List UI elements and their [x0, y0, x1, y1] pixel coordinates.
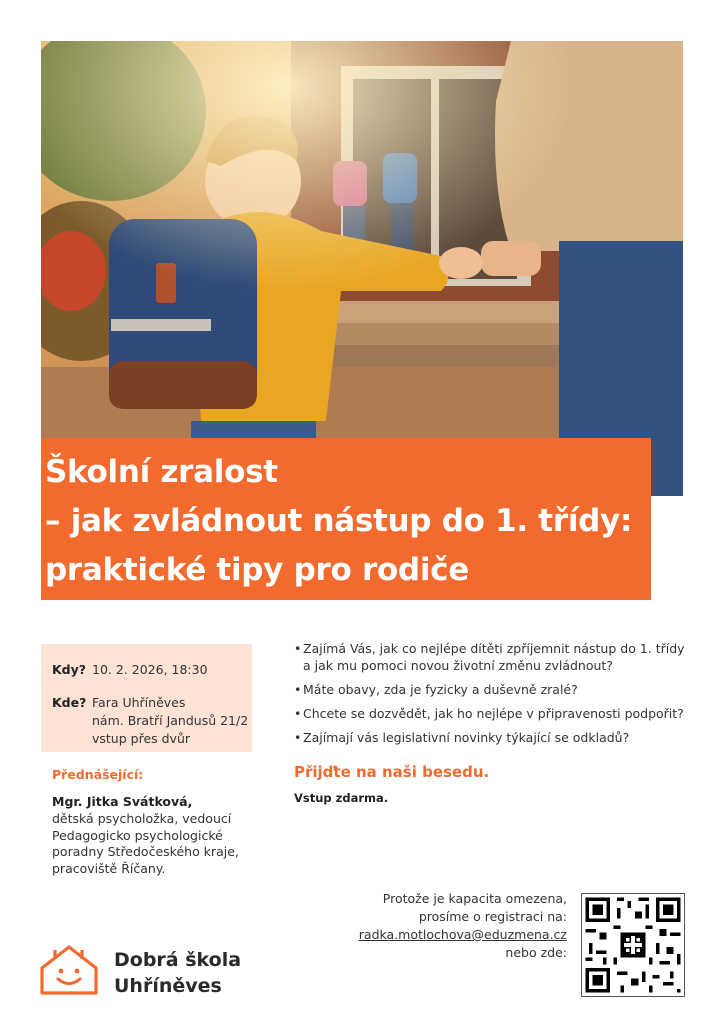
- house-face-icon: [38, 944, 100, 996]
- registration-qr-code[interactable]: [581, 893, 685, 997]
- where-line-1: Fara Uhříněves: [92, 695, 186, 710]
- registration-line-1: Protože je kapacita omezena,: [382, 891, 567, 906]
- logo-line-2: Uhříněves: [114, 975, 222, 997]
- entry-note: Vstup zdarma.: [294, 791, 389, 805]
- title-line-3: praktické tipy pro rodiče: [45, 552, 469, 588]
- registration-line-2: prosíme o registraci na:: [418, 909, 567, 924]
- lecturer-desc-line: poradny Středočeského kraje,: [52, 844, 239, 859]
- list-item: [294, 705, 684, 722]
- question-4: • Zajímají vás legislativní novinky týkající se odkladů?: [303, 730, 630, 745]
- question-1-line-1: • Zajímá Vás, jak co nejlépe dítěti zpříjemnit nástup do 1. třídy: [303, 641, 685, 656]
- question-list: [294, 640, 685, 753]
- list-item: [294, 729, 674, 746]
- registration-line-last: nebo zde:: [505, 945, 567, 960]
- lecturer-heading: Přednášející:: [52, 767, 144, 782]
- question-1-line-2: a jak mu pomoci novou životní změnu zvládnout?: [303, 658, 613, 673]
- when-label: Kdy?: [52, 662, 87, 677]
- where-line-3: vstup přes dvůr: [92, 731, 191, 746]
- lecturer-desc-line: dětská psycholožka, vedoucí: [52, 811, 232, 826]
- where-line-2: nám. Bratří Jandusů 21/2: [92, 713, 249, 728]
- title-line-2: – jak zvládnout nástup do 1. třídy:: [45, 503, 633, 539]
- lecturer-name: Mgr. Jitka Svátková,: [52, 794, 193, 809]
- call-to-action: Přijďte na naši besedu.: [294, 763, 490, 781]
- event-info-box: [41, 644, 252, 752]
- registration-email-link[interactable]: radka.motlochova@eduzmena.cz: [358, 927, 567, 942]
- logo-line-1: Dobrá škola: [114, 949, 242, 971]
- question-3: • Chcete se dozvědět, jak ho nejlépe v připravenosti podpořit?: [303, 706, 684, 721]
- lecturer-desc-line: pracoviště Říčany.: [52, 860, 166, 876]
- hero-photo: [41, 41, 683, 496]
- organization-logo-text: [114, 947, 241, 999]
- page-title: [45, 448, 645, 595]
- list-item: [294, 681, 674, 698]
- lecturer-desc-line: Pedagogicko psychologické: [52, 827, 223, 843]
- list-item: [294, 640, 685, 674]
- title-line-1: Školní zralost: [45, 454, 278, 490]
- registration-text: [340, 890, 567, 962]
- where-label: Kde?: [52, 695, 87, 710]
- lecturer-description: [52, 811, 252, 877]
- when-value: 10. 2. 2026, 18:30: [92, 662, 208, 677]
- question-2: • Máte obavy, zda je fyzicky a duševně zralé?: [303, 682, 578, 697]
